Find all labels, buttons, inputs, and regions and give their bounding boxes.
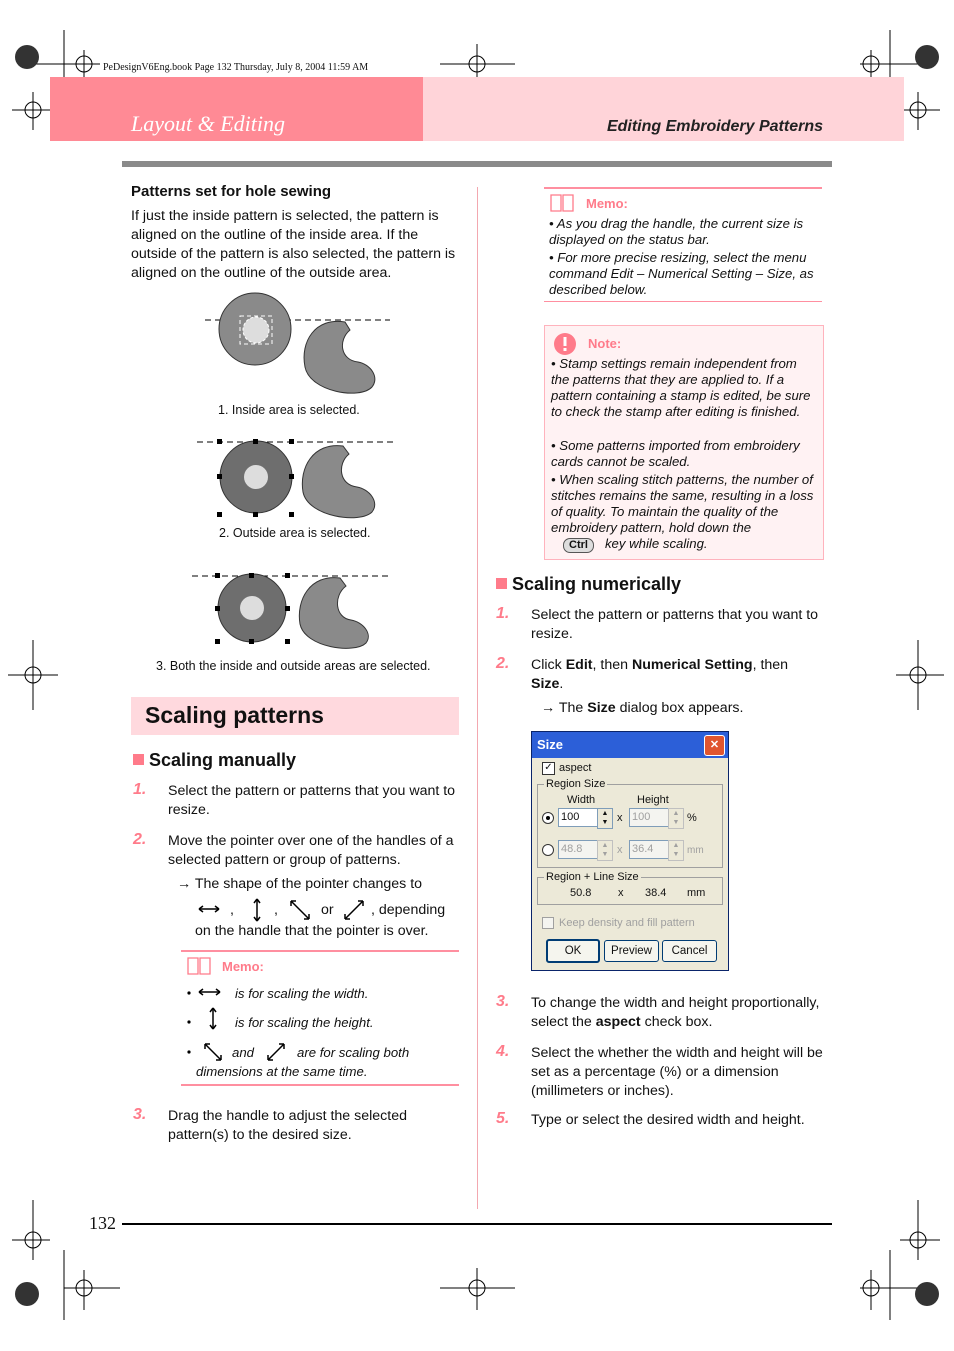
sep-depending: , depending (371, 902, 446, 918)
note-item-1: • Stamp settings remain independent from the patterns that they are applied to. If a pattern containing a stamp is edited, be sure to check the stamp after editing is finished. (551, 356, 811, 419)
mm-unit: mm (687, 845, 704, 856)
right-memo-item-1: • As you drag the handle, the current size is displayed on the status bar. (549, 216, 804, 247)
step-2-number: 2. (133, 831, 147, 848)
scaling-numerically-heading: Scaling numerically (496, 574, 681, 595)
step-2-text: Move the pointer over one of the handles of a selected pattern or group of patterns. (168, 833, 454, 868)
dialog-title: Size (532, 732, 728, 758)
step-2-result: → The shape of the pointer changes to (177, 876, 423, 892)
width-label: Width (567, 794, 596, 806)
region-line-label: Region + Line Size (546, 871, 639, 883)
height-label: Height (637, 794, 669, 806)
note-item-3: • When scaling stitch patterns, the number of stitches remains the same, resulting in a loss of quality. To maintain the quality of the embroidery pattern, hold down the (551, 472, 814, 535)
sep-or: or (321, 902, 334, 918)
ok-button[interactable]: OK (546, 939, 600, 963)
height-mm-spin[interactable]: ▲ ▼ (668, 840, 684, 861)
height-mm-input[interactable]: 36.4 (629, 840, 669, 859)
num-step-4-text: Select the whether the width and height will be set as a percentage (%) or a dimension (millimeters or inches). (531, 1045, 823, 1099)
memo-rule-top (181, 950, 459, 952)
figure-both-selected (190, 566, 400, 652)
percent-unit: % (687, 812, 697, 824)
num-step-5-text: Type or select the desired width and height. (531, 1112, 805, 1128)
step-1-number: 1. (133, 781, 147, 798)
aspect-label: aspect (559, 762, 592, 774)
note-item-2: • Some patterns imported from embroidery cards cannot be scaled. (551, 438, 800, 469)
right-memo-rule-top (544, 187, 822, 189)
caption-2: 2. Outside area is selected. (219, 526, 371, 540)
region-line-height: 38.4 (645, 887, 667, 899)
bottom-rule (122, 1223, 832, 1225)
square-bullet-icon (496, 578, 507, 589)
num-step-2-result: → The Size dialog box appears. (541, 700, 744, 716)
step-3-text: Drag the handle to adjust the selected pattern(s) to the desired size. (168, 1108, 407, 1143)
width-mm-spin[interactable]: ▲ ▼ (597, 840, 613, 861)
memo-height: is for scaling the height. (235, 1015, 374, 1030)
memo-dimensions: dimensions at the same time. (196, 1064, 368, 1079)
x-sep-3: x (618, 887, 624, 899)
figure-inside-selected (200, 292, 400, 402)
pointer-icons (195, 897, 375, 925)
sep-1: , (230, 902, 234, 918)
file-info: PeDesignV6Eng.book Page 132 Thursday, July 8, 2004 11:59 AM (103, 62, 369, 73)
height-percent-spin[interactable]: ▲ ▼ (668, 808, 684, 829)
memo-both: are for scaling both (297, 1045, 410, 1060)
region-size-label: Region Size (546, 778, 606, 790)
memo-and: and (232, 1045, 255, 1060)
top-rule (122, 161, 832, 167)
figure-outside-selected (195, 432, 405, 528)
memo-book-icon (186, 956, 212, 976)
memo-width: is for scaling the width. (235, 986, 369, 1001)
region-line-unit: mm (687, 887, 706, 899)
num-step-2-number: 2. (496, 655, 510, 672)
scaling-manually-heading: Scaling manually (133, 750, 296, 771)
right-memo-rule-bottom (544, 301, 822, 302)
sep-2: , (274, 902, 278, 918)
num-step-3-number: 3. (496, 993, 510, 1010)
page-number: 132 (89, 1213, 116, 1233)
section-title-header: Editing Embroidery Patterns (606, 118, 823, 135)
close-icon[interactable]: ✕ (704, 735, 725, 756)
scaling-patterns-title: Scaling patterns (145, 702, 324, 728)
cancel-button[interactable]: Cancel (662, 940, 717, 962)
width-mm-input[interactable]: 48.8 (558, 840, 598, 859)
right-memo-label: Memo: (586, 196, 628, 211)
num-step-3-text: To change the width and height proportionally, select the aspect check box. (531, 995, 820, 1030)
caption-3: 3. Both the inside and outside areas are selected. (156, 659, 431, 673)
warning-icon (553, 332, 577, 356)
width-percent-spin[interactable]: ▲ ▼ (597, 808, 613, 829)
num-step-5-number: 5. (496, 1110, 510, 1127)
hole-sewing-text: If just the inside pattern is selected, the pattern is aligned on the outline of the inside area. If the outside of the pattern is also selected, the pattern is aligned on the outline of the outside area. (131, 208, 456, 281)
x-sep-1: x (617, 812, 623, 824)
height-percent-input[interactable]: 100 (629, 808, 669, 827)
square-bullet-icon (133, 754, 144, 765)
note-label: Note: (588, 336, 622, 351)
step-2-result-end: on the handle that the pointer is over. (195, 923, 429, 939)
mm-radio[interactable] (542, 844, 554, 856)
keep-density-checkbox[interactable] (542, 917, 554, 929)
ctrl-key: Ctrl (563, 538, 594, 553)
num-step-1-number: 1. (496, 605, 510, 622)
num-step-4-number: 4. (496, 1043, 510, 1060)
memo-label-left: Memo: (222, 959, 264, 974)
num-step-2-text: Click Edit, then Numerical Setting, then Size. (531, 657, 789, 692)
preview-button[interactable]: Preview (604, 940, 659, 962)
caption-1: 1. Inside area is selected. (218, 403, 360, 417)
keep-density-label: Keep density and fill pattern (559, 917, 695, 929)
right-memo-item-2: • For more precise resizing, select the menu command Edit – Numerical Setting – Size, as described below. (549, 250, 814, 297)
chapter-title: Layout & Editing (131, 111, 285, 136)
x-sep-2: x (617, 844, 623, 856)
right-memo-book-icon (549, 193, 575, 213)
size-dialog (531, 731, 729, 971)
step-1-text: Select the pattern or patterns that you want to resize. (168, 783, 456, 818)
region-line-width: 50.8 (570, 887, 592, 899)
step-3-number: 3. (133, 1106, 147, 1123)
percent-radio[interactable] (542, 812, 554, 824)
memo-rule-bottom (181, 1084, 459, 1086)
column-divider (477, 187, 478, 1209)
num-step-1-text: Select the pattern or patterns that you want to resize. (531, 607, 819, 642)
aspect-checkbox[interactable]: ✓ (542, 762, 555, 775)
width-percent-input[interactable]: 100 (558, 808, 598, 827)
hole-sewing-heading: Patterns set for hole sewing (131, 183, 332, 200)
note-ctrl-line: Ctrl key while scaling. (563, 536, 708, 553)
